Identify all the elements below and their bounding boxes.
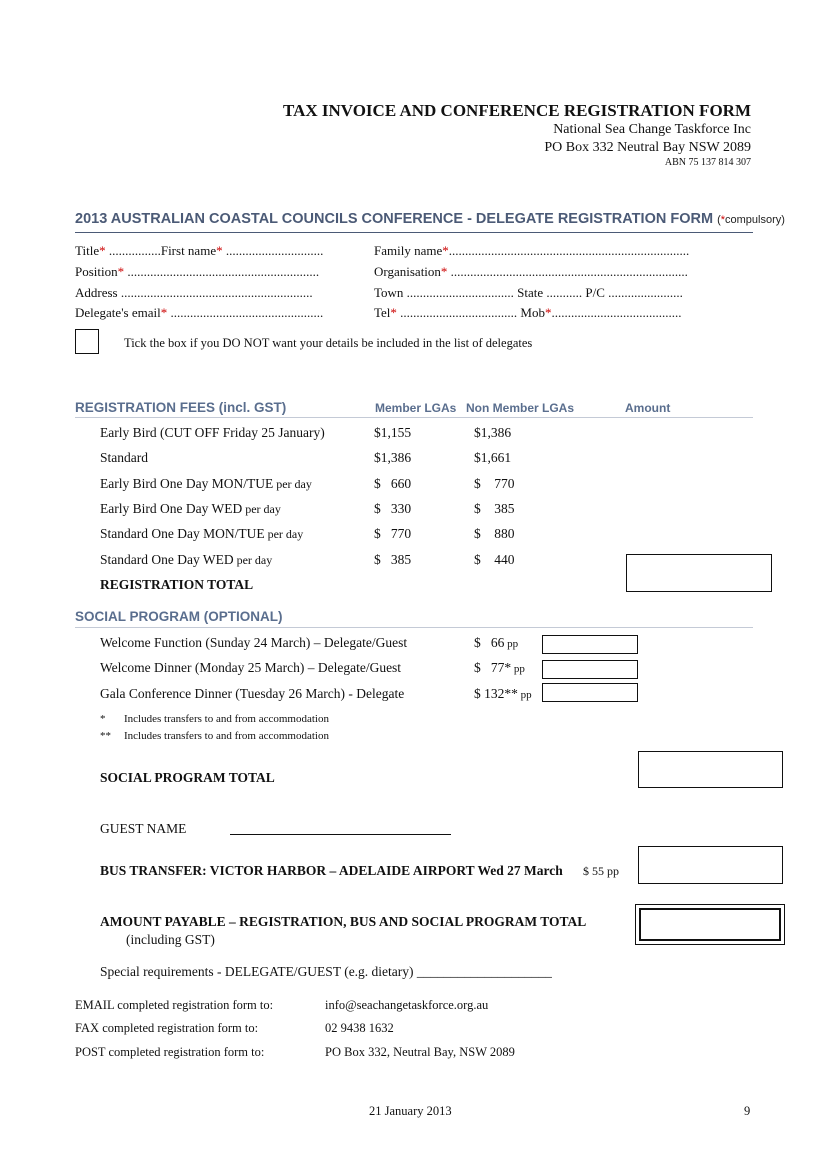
fee-nonmember: $ 770 <box>474 476 515 491</box>
fee-nonmember: $1,661 <box>474 450 512 465</box>
org-abn: ABN 75 137 814 307 <box>664 157 751 168</box>
fee-member: $ 660 <box>374 476 412 491</box>
col-nonmember: Non Member LGAs <box>466 401 575 415</box>
fee-member: $ 330 <box>374 501 412 516</box>
guest-name-input[interactable] <box>230 834 451 835</box>
form-title <box>75 211 785 227</box>
bus-transfer-box[interactable] <box>638 846 783 884</box>
family-name-field[interactable]: Family name*.......................................................................... <box>374 243 690 258</box>
submit-fax-label: FAX completed registration form to: <box>75 1021 259 1035</box>
opt-out-label: Tick the box if you DO NOT want your details be included in the list of delegates <box>124 336 533 350</box>
social-total-box[interactable] <box>638 751 783 788</box>
fee-row-label: Early Bird (CUT OFF Friday 25 January) <box>100 425 325 440</box>
opt-out-checkbox[interactable] <box>75 329 99 354</box>
submit-fax-value: 02 9438 1632 <box>325 1021 394 1035</box>
compulsory-note: (*compulsory) <box>717 214 785 226</box>
organisation-field[interactable]: Organisation* ......................................................................... <box>374 264 688 279</box>
title-rule <box>75 232 753 233</box>
email-field[interactable]: Delegate's email* ............................................... <box>75 305 324 320</box>
social-row-label: Welcome Function (Sunday 24 March) – Delegate/Guest <box>100 635 408 650</box>
fee-row-label: Early Bird One Day WED per day <box>100 501 281 516</box>
social-amount-box[interactable] <box>542 660 638 679</box>
amount-payable-box[interactable] <box>635 904 785 945</box>
social-amount-box[interactable] <box>542 635 638 654</box>
footnote-text: Includes transfers to and from accommodation <box>124 730 329 742</box>
social-heading: SOCIAL PROGRAM (OPTIONAL) <box>75 609 283 624</box>
amount-payable-gst: (including GST) <box>126 932 215 947</box>
fee-member: $1,155 <box>374 425 412 440</box>
footnote-mark: * <box>100 713 106 725</box>
tel-mob-field[interactable]: Tel* .................................... Mob*........................................ <box>374 305 682 320</box>
fee-nonmember: $1,386 <box>474 425 512 440</box>
fee-member: $ 385 <box>374 552 412 567</box>
social-total-label: SOCIAL PROGRAM TOTAL <box>100 770 275 785</box>
org-address: PO Box 332 Neutral Bay NSW 2089 <box>544 140 751 155</box>
form-title-text: 2013 AUSTRALIAN COASTAL COUNCILS CONFERENCE - DELEGATE REGISTRATION FORM <box>75 211 714 227</box>
submit-post-value: PO Box 332, Neutral Bay, NSW 2089 <box>325 1045 515 1059</box>
guest-name-label: GUEST NAME <box>100 821 187 836</box>
col-amount: Amount <box>625 401 671 415</box>
address-field[interactable]: Address ........................................................... <box>75 285 313 300</box>
fees-heading: REGISTRATION FEES (incl. GST) <box>75 400 287 415</box>
submit-email-value[interactable]: info@seachangetaskforce.org.au <box>325 998 489 1012</box>
title-field[interactable]: Title* ................First name* .............................. <box>75 243 324 258</box>
special-requirements[interactable]: Special requirements - DELEGATE/GUEST (e.g. dietary) ____________________ <box>100 964 552 979</box>
footnote-mark: ** <box>100 730 111 742</box>
social-price: $ 132** pp <box>474 686 532 701</box>
social-price: $ 66 pp <box>474 635 519 650</box>
col-member: Member LGAs <box>375 401 457 415</box>
bus-transfer-label: BUS TRANSFER: VICTOR HARBOR – ADELAIDE AIRPORT Wed 27 March <box>100 863 563 878</box>
social-row-label: Gala Conference Dinner (Tuesday 26 March) - Delegate <box>100 686 405 701</box>
town-state-pc-field[interactable]: Town ................................. State ........... P/C ....................... <box>374 285 683 300</box>
submit-post-label: POST completed registration form to: <box>75 1045 265 1059</box>
footer-date: 21 January 2013 <box>369 1104 452 1118</box>
submit-email-label: EMAIL completed registration form to: <box>75 998 274 1012</box>
social-row-label: Welcome Dinner (Monday 25 March) – Delegate/Guest <box>100 660 402 675</box>
registration-total-box[interactable] <box>626 554 772 592</box>
registration-total-label: REGISTRATION TOTAL <box>100 577 254 592</box>
bus-transfer-price: $ 55 pp <box>583 864 619 878</box>
fee-nonmember: $ 385 <box>474 501 515 516</box>
social-rule <box>75 627 753 628</box>
amount-payable-inner <box>639 908 781 941</box>
page-number: 9 <box>744 1104 751 1118</box>
fees-rule <box>75 417 753 418</box>
fee-row-label: Standard One Day MON/TUE per day <box>100 526 304 541</box>
fee-nonmember: $ 880 <box>474 526 515 541</box>
fee-member: $ 770 <box>374 526 412 541</box>
fee-member: $1,386 <box>374 450 412 465</box>
org-name: National Sea Change Taskforce Inc <box>553 122 751 137</box>
social-amount-box[interactable] <box>542 683 638 702</box>
fee-row-label: Standard <box>100 450 148 465</box>
social-price: $ 77* pp <box>474 660 525 675</box>
amount-payable-label: AMOUNT PAYABLE – REGISTRATION, BUS AND SOCIAL PROGRAM TOTAL <box>100 914 587 929</box>
fee-row-label: Early Bird One Day MON/TUE per day <box>100 476 312 491</box>
document-title: TAX INVOICE AND CONFERENCE REGISTRATION FORM <box>283 101 751 120</box>
footnote-text: Includes transfers to and from accommodation <box>124 713 329 725</box>
fee-row-label: Standard One Day WED per day <box>100 552 273 567</box>
position-field[interactable]: Position* ........................................................... <box>75 264 320 279</box>
fee-nonmember: $ 440 <box>474 552 515 567</box>
